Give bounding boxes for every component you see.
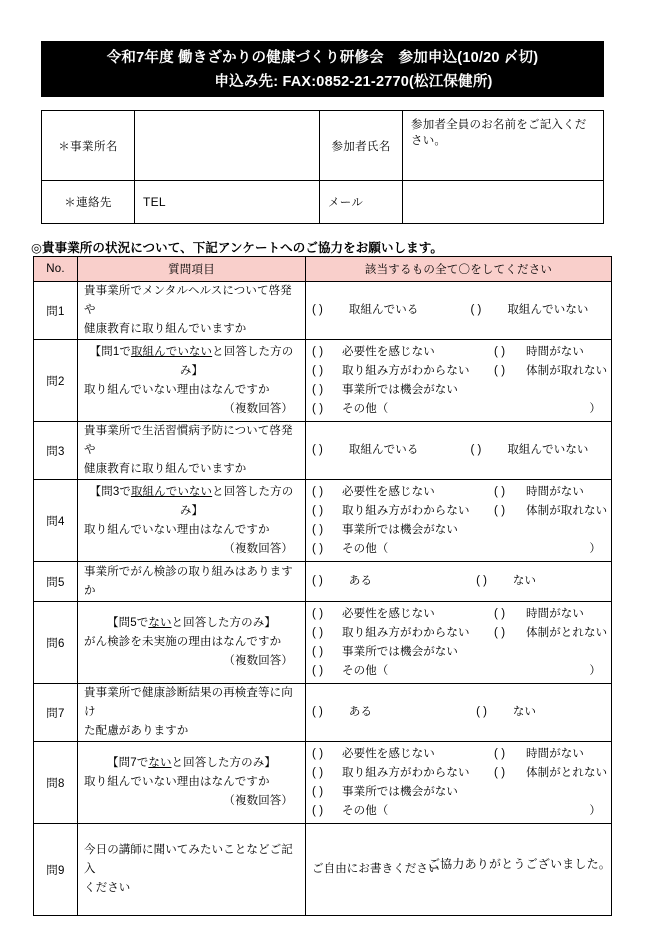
option-marker[interactable]: ( ) (312, 766, 324, 779)
question-line: 今日の講師に聞いてみたいことなどご記入 (84, 844, 293, 875)
survey-header-row (34, 257, 612, 282)
option-marker[interactable]: ( ) (312, 575, 323, 587)
option-marker[interactable]: ( ) (312, 523, 324, 536)
tel-field[interactable]: TEL (135, 181, 320, 224)
row-question (78, 602, 306, 684)
table-row (42, 181, 604, 224)
banner-title-line1: 令和7年度 働きざかりの健康づくり研修会 参加申込(10/20 〆切) (106, 50, 539, 66)
question-line: ください (84, 882, 131, 894)
row-answer (306, 562, 612, 602)
option-other-close[interactable]: ） (589, 664, 601, 677)
table-row (34, 684, 612, 742)
option-marker[interactable]: ( ) (470, 444, 482, 456)
option-marker[interactable]: ( ) (312, 785, 324, 798)
office-name-input[interactable] (135, 111, 320, 181)
participant-name-label: 参加者氏名 (320, 111, 403, 181)
table-row (34, 480, 612, 562)
underlined-term: ない (148, 757, 172, 769)
title-banner (41, 41, 604, 97)
question-note: （複数回答） (223, 795, 293, 807)
option-label: 時間がない (526, 747, 584, 760)
option-marker[interactable]: ( ) (312, 345, 324, 358)
option-marker[interactable]: ( ) (494, 607, 506, 620)
question-line: 取り組んでいない理由はなんですか (84, 523, 270, 536)
option-marker[interactable]: ( ) (312, 364, 324, 377)
option-label: その他（ (342, 804, 389, 817)
option-label: ない (512, 706, 537, 718)
option-label: 事業所では機会がない (342, 785, 458, 798)
table-row (34, 422, 612, 480)
option-marker[interactable]: ( ) (312, 485, 324, 498)
row-question (78, 480, 306, 562)
option-label: ない (512, 575, 537, 587)
question-line: 貴事業所で生活習慣病予防について啓発や (84, 425, 293, 456)
option-marker[interactable]: ( ) (470, 304, 482, 316)
question-line: 健康教育に取り組んでいますか (84, 463, 247, 475)
option-label: 時間がない (526, 607, 584, 620)
option-marker[interactable]: ( ) (312, 706, 323, 718)
option-label: 事業所では機会がない (342, 383, 458, 396)
option-label: 体制が取れない (526, 504, 608, 517)
row-question (78, 742, 306, 824)
option-label: ある (348, 706, 373, 718)
option-marker[interactable]: ( ) (494, 504, 506, 517)
question-note: （複数回答） (223, 655, 293, 667)
question-line: 【問7でないと回答した方のみ】 (107, 757, 276, 769)
contact-label: ＊連絡先 (42, 181, 135, 224)
applicant-info-table (41, 110, 604, 224)
survey-table (33, 256, 612, 916)
row-answer (306, 422, 612, 480)
option-marker[interactable]: ( ) (312, 645, 324, 658)
question-line: 取り組んでいない理由はなんですか (84, 383, 270, 396)
option-other-close[interactable]: ） (589, 804, 601, 817)
row-answer (306, 282, 612, 340)
option-label: その他（ (342, 542, 389, 555)
row-question (78, 422, 306, 480)
option-label: 取り組み方がわからない (342, 504, 470, 517)
question-line: がん検診を未実施の理由はなんですか (84, 636, 282, 648)
option-marker[interactable]: ( ) (312, 504, 324, 517)
office-name-label: ＊事業所名 (42, 111, 135, 181)
option-marker[interactable]: ( ) (494, 345, 506, 358)
option-other-close[interactable]: ） (589, 402, 601, 415)
option-label: 取組んでいる (348, 444, 419, 456)
question-line: 事業所でがん検診の取り組みはありますか (84, 565, 293, 597)
underlined-term: ない (148, 617, 172, 629)
row-question (78, 824, 306, 916)
row-question (78, 340, 306, 422)
option-marker[interactable]: ( ) (312, 804, 324, 817)
option-label: ある (348, 575, 373, 587)
option-label: その他（ (342, 402, 389, 415)
banner-title-line2: 申込み先: FAX:0852-21-2770(松江保健所) (214, 74, 493, 90)
row-no: 問2 (34, 340, 78, 422)
mail-label: メール (320, 181, 403, 224)
question-line: た配慮がありますか (84, 725, 189, 737)
row-question (78, 282, 306, 340)
row-answer (306, 480, 612, 562)
row-question (78, 684, 306, 742)
option-marker[interactable]: ( ) (312, 747, 324, 760)
option-marker[interactable]: ( ) (476, 706, 487, 718)
row-answer (306, 742, 612, 824)
option-label: 事業所では機会がない (342, 523, 458, 536)
option-marker[interactable]: ( ) (312, 402, 324, 415)
row-no: 問9 (34, 824, 78, 916)
row-no: 問4 (34, 480, 78, 562)
option-label: 取り組み方がわからない (342, 364, 470, 377)
option-marker[interactable]: ( ) (312, 304, 323, 316)
option-label: その他（ (342, 664, 389, 677)
option-label: 必要性を感じない (342, 345, 435, 358)
underlined-term: 取組んでいない (130, 345, 213, 358)
underlined-term: 取組んでいない (130, 485, 213, 498)
option-label: 事業所では機会がない (342, 645, 458, 658)
row-answer (306, 684, 612, 742)
option-label: 必要性を感じない (342, 747, 435, 760)
option-marker[interactable]: ( ) (312, 626, 324, 639)
row-no: 問8 (34, 742, 78, 824)
option-label: 取り組み方がわからない (342, 626, 470, 639)
question-line: 【問5でないと回答した方のみ】 (107, 617, 276, 629)
option-label: 時間がない (526, 345, 584, 358)
table-row (34, 742, 612, 824)
row-answer (306, 340, 612, 422)
option-label: 取り組み方がわからない (342, 766, 470, 779)
option-marker[interactable]: ( ) (312, 607, 324, 620)
table-row (34, 282, 612, 340)
option-marker[interactable]: ( ) (312, 542, 324, 555)
row-no: 問7 (34, 684, 78, 742)
table-row (34, 602, 612, 684)
question-line: 貴事業所でメンタルヘルスについて啓発や (84, 285, 292, 316)
question-line: 【問3で取組んでいないと回答した方のみ】 (89, 485, 294, 517)
free-text-hint: ご自由にお書きください (312, 863, 440, 875)
option-marker[interactable]: ( ) (476, 575, 487, 587)
option-other-close[interactable]: ） (589, 542, 601, 555)
option-label: 体制がとれない (526, 766, 608, 779)
row-no: 問1 (34, 282, 78, 340)
row-answer (306, 602, 612, 684)
footer-thanks: ご協力ありがとうございました。 (427, 857, 611, 871)
option-label: 時間がない (526, 485, 584, 498)
header-no: No. (34, 257, 78, 282)
option-label: 取組んでいない (507, 444, 589, 456)
option-marker[interactable]: ( ) (494, 766, 506, 779)
option-label: 取組んでいる (348, 304, 419, 316)
question-line: 【問1で取組んでいないと回答した方のみ】 (89, 345, 294, 377)
option-marker[interactable]: ( ) (494, 626, 506, 639)
option-label: 体制がとれない (526, 626, 608, 639)
header-answer: 該当するもの全て〇をしてください (306, 257, 612, 282)
participant-name-note[interactable]: 参加者全員のお名前をご記入ください。 (403, 111, 604, 181)
row-no: 問5 (34, 562, 78, 602)
row-no: 問3 (34, 422, 78, 480)
row-question (78, 562, 306, 602)
question-line: 健康教育に取り組んでいますか (84, 323, 247, 335)
survey-intro-text: ◎貴事業所の状況について、下記アンケートへのご協力をお願いします。 (31, 241, 443, 255)
option-marker[interactable]: ( ) (312, 664, 324, 677)
question-line: 取り組んでいない理由はなんですか (84, 776, 270, 788)
option-marker[interactable]: ( ) (494, 485, 506, 498)
option-marker[interactable]: ( ) (494, 364, 506, 377)
option-marker[interactable]: ( ) (312, 444, 323, 456)
mail-field[interactable] (403, 181, 604, 224)
table-row (34, 562, 612, 602)
option-marker[interactable]: ( ) (494, 747, 506, 760)
option-label: 体制が取れない (526, 364, 608, 377)
question-note: （複数回答） (223, 402, 293, 415)
option-label: 必要性を感じない (342, 607, 435, 620)
question-note: （複数回答） (223, 542, 293, 555)
table-row (34, 340, 612, 422)
header-question: 質問項目 (78, 257, 306, 282)
table-row (42, 111, 604, 181)
option-marker[interactable]: ( ) (312, 383, 324, 396)
row-no: 問6 (34, 602, 78, 684)
option-label: 必要性を感じない (342, 485, 435, 498)
option-label: 取組んでいない (507, 304, 589, 316)
question-line: 貴事業所で健康診断結果の再検査等に向け (84, 687, 293, 718)
